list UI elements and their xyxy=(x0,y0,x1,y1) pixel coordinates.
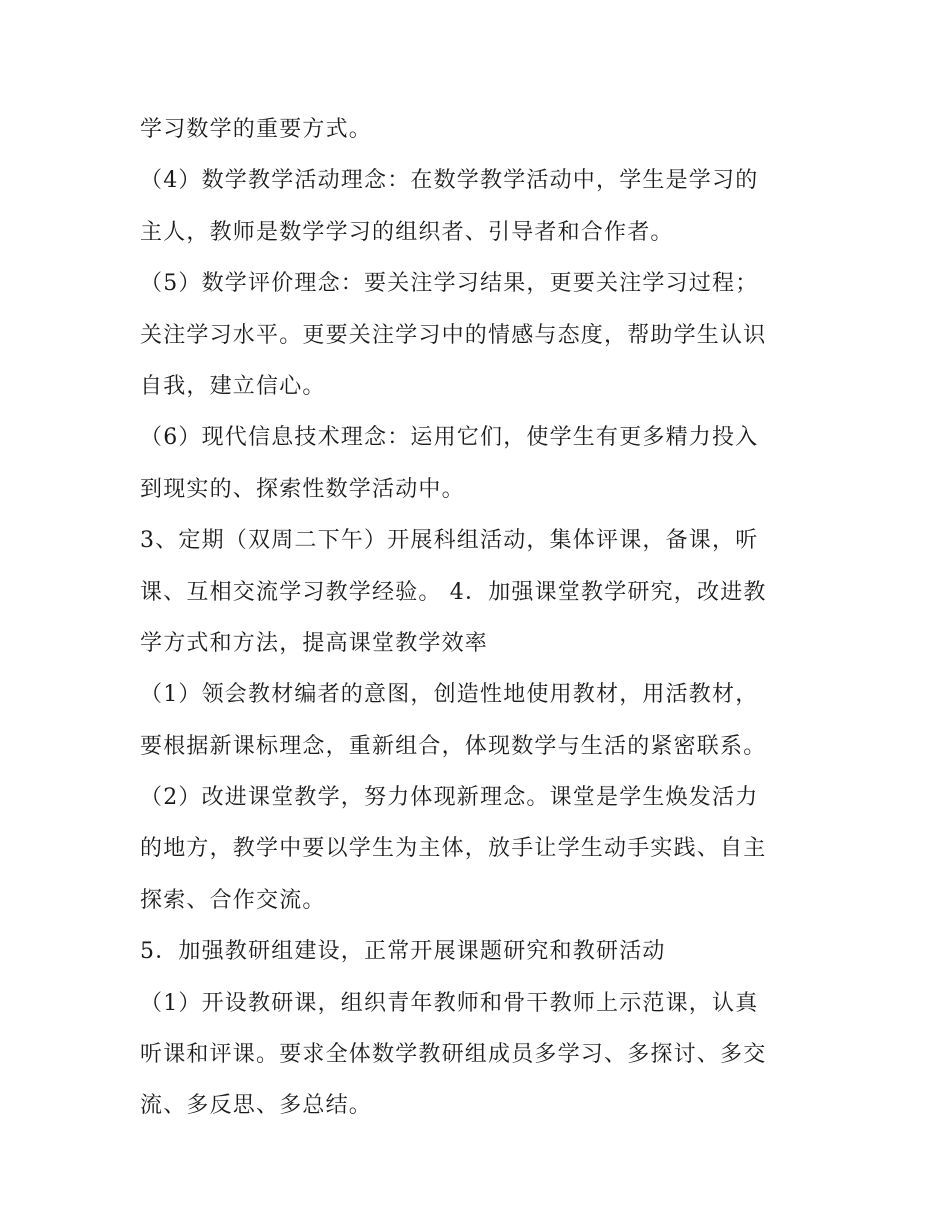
text-line: 听课和评课。要求全体数学教研组成员多学习、多探讨、多交 xyxy=(140,1042,767,1068)
text-line: （4）数学教学活动理念：在数学教学活动中，学生是学习的 xyxy=(140,168,759,194)
text-line: 自我，建立信心。 xyxy=(140,373,326,399)
text-line: 学习数学的重要方式。 xyxy=(140,117,373,142)
text-line: （6）现代信息技术理念：运用它们，使学生有更多精力投入 xyxy=(140,425,759,451)
text-line: （5）数学评价理念：要关注学习结果，更要关注学习过程； xyxy=(140,271,759,297)
text-line: （2）改进课堂教学，努力体现新理念。课堂是学生焕发活力 xyxy=(140,785,759,811)
text-line: 的地方，教学中要以学生为主体，放手让学生动手实践、自主 xyxy=(140,836,767,862)
text-line: 要根据新课标理念，重新组合，体现数学与生活的紧密联系。 xyxy=(140,733,767,759)
text-line: 课、互相交流学习教学经验。 4．加强课堂教学研究，改进教 xyxy=(140,579,767,605)
text-line: 到现实的、探索性数学活动中。 xyxy=(140,476,465,502)
text-line: 5．加强教研组建设，正常开展课题研究和教研活动 xyxy=(140,939,666,965)
text-line: （1）领会教材编者的意图，创造性地使用教材，用活教材， xyxy=(140,682,759,708)
text-line: 关注学习水平。更要关注学习中的情感与态度，帮助学生认识 xyxy=(140,322,767,348)
text-line: 主人，教师是数学学习的组织者、引导者和合作者。 xyxy=(140,219,674,245)
text-line: 学方式和方法，提高课堂教学效率 xyxy=(140,630,489,656)
text-line: 流、多反思、多总结。 xyxy=(140,1093,373,1119)
text-line: （1）开设教研课，组织青年教师和骨干教师上示范课，认真 xyxy=(140,990,759,1016)
text-line: 探索、合作交流。 xyxy=(140,887,326,913)
document-body xyxy=(140,104,820,1132)
text-line: 3、定期（双周二下午）开展科组活动，集体评课，备课，听 xyxy=(140,528,759,554)
